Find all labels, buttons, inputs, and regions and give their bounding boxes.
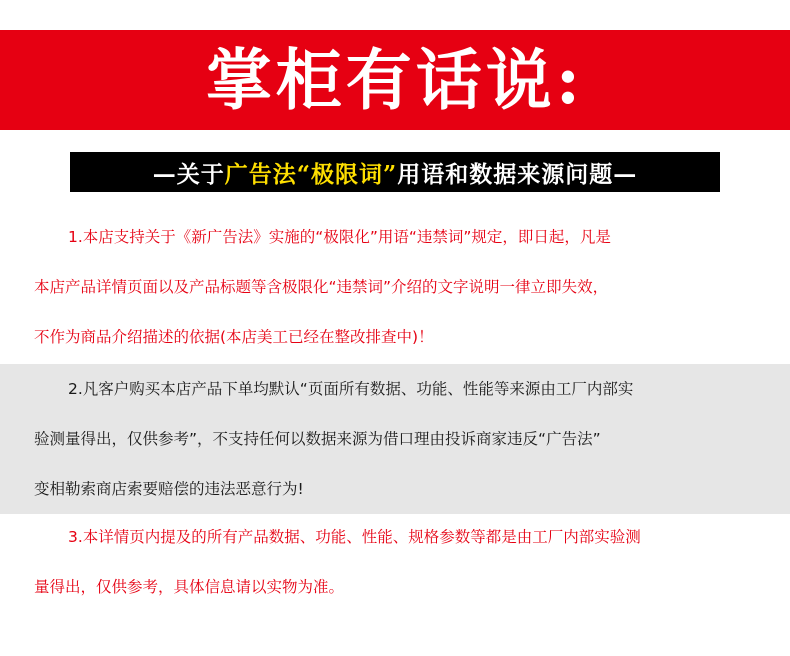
- banner-title: 掌柜有话说:: [205, 41, 585, 119]
- notice-section-3: [0, 512, 790, 612]
- header-banner: [0, 30, 790, 130]
- notice-1-line-1: 1.本店支持关于《新广告法》实施的“极限化”用语“违禁词”规定，即日起，凡是: [68, 228, 611, 246]
- subtitle-highlight-extreme-words: “极限词”: [296, 160, 398, 188]
- subtitle-prefix: —关于: [152, 160, 225, 188]
- notice-2-line-1: 2.凡客户购买本店产品下单均默认“页面所有数据、功能、性能等来源由工厂内部实: [68, 380, 634, 398]
- subtitle-bar: [70, 152, 720, 192]
- notice-2-line-2: 验测量得出，仅供参考”，不支持任何以数据来源为借口理由投诉商家违反“广告法”: [34, 430, 601, 448]
- subtitle-highlight-ad-law: 广告法: [224, 160, 297, 188]
- notice-section-1: [0, 212, 790, 362]
- notice-1-line-2: 本店产品详情页面以及产品标题等含极限化“违禁词”介绍的文字说明一律立即失效，: [34, 278, 609, 296]
- notice-3-line-2: 量得出，仅供参考，具体信息请以实物为准。: [34, 578, 345, 596]
- notice-3-line-1: 3.本详情页内提及的所有产品数据、功能、性能、规格参数等都是由工厂内部实验测: [68, 528, 641, 546]
- notice-section-2: [0, 364, 790, 514]
- notice-1-line-3: 不作为商品介绍描述的依据(本店美工已经在整改排查中)！: [34, 328, 434, 346]
- subtitle-suffix: 用语和数据来源问题—: [397, 160, 638, 188]
- notice-2-line-3: 变相勒索商店索要赔偿的违法恶意行为!: [34, 480, 304, 498]
